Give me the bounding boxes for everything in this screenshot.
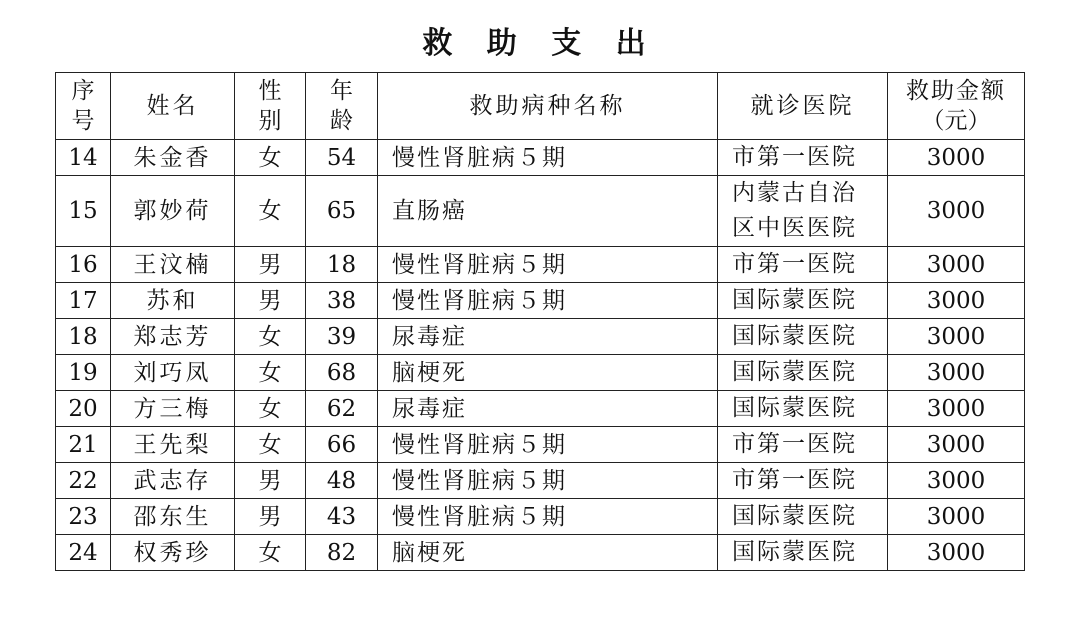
header-gender xyxy=(235,73,306,140)
cell-disease: 脑梗死 xyxy=(378,535,718,571)
cell-amount: 3000 xyxy=(888,535,1025,571)
hospital-line: 国际蒙医院 xyxy=(732,539,857,565)
hospital-line: 内蒙古自治 xyxy=(732,180,857,206)
cell-amount: 3000 xyxy=(888,176,1025,247)
cell-name: 武志存 xyxy=(111,463,235,499)
cell-name: 邵东生 xyxy=(111,499,235,535)
cell-amount: 3000 xyxy=(888,427,1025,463)
cell-gender: 女 xyxy=(235,140,306,176)
cell-hospital xyxy=(718,140,888,176)
hospital-line: 国际蒙医院 xyxy=(732,287,857,313)
cell-hospital xyxy=(718,427,888,463)
table-row xyxy=(56,499,1025,535)
cell-disease: 慢性肾脏病５期 xyxy=(378,283,718,319)
header-gender-line-2: 别 xyxy=(258,108,282,134)
cell-disease: 直肠癌 xyxy=(378,176,718,247)
table-row xyxy=(56,391,1025,427)
cell-amount: 3000 xyxy=(888,391,1025,427)
cell-disease: 慢性肾脏病５期 xyxy=(378,463,718,499)
header-disease: 救助病种名称 xyxy=(378,73,718,140)
cell-gender: 女 xyxy=(235,319,306,355)
cell-name: 郑志芳 xyxy=(111,319,235,355)
cell-hospital xyxy=(718,247,888,283)
cell-disease: 慢性肾脏病５期 xyxy=(378,499,718,535)
cell-index: 19 xyxy=(56,355,111,391)
cell-index: 21 xyxy=(56,427,111,463)
cell-index: 16 xyxy=(56,247,111,283)
cell-age: 43 xyxy=(306,499,378,535)
cell-gender: 女 xyxy=(235,391,306,427)
cell-disease: 脑梗死 xyxy=(378,355,718,391)
cell-name: 郭妙荷 xyxy=(111,176,235,247)
relief-expenditure-table xyxy=(55,72,1025,571)
cell-gender: 男 xyxy=(235,499,306,535)
cell-age: 48 xyxy=(306,463,378,499)
cell-name: 方三梅 xyxy=(111,391,235,427)
cell-index: 24 xyxy=(56,535,111,571)
cell-index: 23 xyxy=(56,499,111,535)
hospital-line: 国际蒙医院 xyxy=(732,359,857,385)
page-title: 救 助 支 出 xyxy=(422,26,658,61)
cell-gender: 女 xyxy=(235,355,306,391)
cell-hospital xyxy=(718,355,888,391)
cell-gender: 女 xyxy=(235,535,306,571)
cell-gender: 女 xyxy=(235,176,306,247)
cell-hospital xyxy=(718,283,888,319)
hospital-line: 市第一医院 xyxy=(732,431,857,457)
header-age-line-1: 年 xyxy=(330,78,353,104)
cell-hospital xyxy=(718,499,888,535)
table-header-row xyxy=(56,73,1025,140)
cell-amount: 3000 xyxy=(888,140,1025,176)
cell-index: 14 xyxy=(56,140,111,176)
cell-name: 刘巧凤 xyxy=(111,355,235,391)
hospital-line: 国际蒙医院 xyxy=(732,395,857,421)
cell-hospital xyxy=(718,463,888,499)
table-row xyxy=(56,176,1025,247)
hospital-line: 市第一医院 xyxy=(732,251,857,277)
cell-gender: 男 xyxy=(235,247,306,283)
cell-index: 18 xyxy=(56,319,111,355)
cell-gender: 女 xyxy=(235,427,306,463)
cell-hospital xyxy=(718,535,888,571)
cell-amount: 3000 xyxy=(888,355,1025,391)
cell-age: 54 xyxy=(306,140,378,176)
table-row xyxy=(56,463,1025,499)
header-amount-line-2: （元） xyxy=(921,108,991,134)
table-row xyxy=(56,427,1025,463)
cell-index: 15 xyxy=(56,176,111,247)
cell-age: 66 xyxy=(306,427,378,463)
header-index-line-2: 号 xyxy=(71,108,95,134)
cell-age: 65 xyxy=(306,176,378,247)
header-age xyxy=(306,73,378,140)
cell-hospital xyxy=(718,176,888,247)
cell-name: 王先梨 xyxy=(111,427,235,463)
cell-index: 20 xyxy=(56,391,111,427)
cell-age: 62 xyxy=(306,391,378,427)
cell-disease: 尿毒症 xyxy=(378,319,718,355)
cell-gender: 男 xyxy=(235,283,306,319)
cell-disease: 尿毒症 xyxy=(378,391,718,427)
cell-gender: 男 xyxy=(235,463,306,499)
cell-disease: 慢性肾脏病５期 xyxy=(378,427,718,463)
table-row xyxy=(56,283,1025,319)
table-row xyxy=(56,140,1025,176)
header-hospital: 就诊医院 xyxy=(718,73,888,140)
cell-name: 王汶楠 xyxy=(111,247,235,283)
hospital-line: 市第一医院 xyxy=(732,144,857,170)
header-amount xyxy=(888,73,1025,140)
header-name: 姓名 xyxy=(111,73,235,140)
table-row xyxy=(56,319,1025,355)
cell-amount: 3000 xyxy=(888,463,1025,499)
cell-amount: 3000 xyxy=(888,499,1025,535)
cell-name: 权秀珍 xyxy=(111,535,235,571)
hospital-line: 国际蒙医院 xyxy=(732,323,857,349)
cell-amount: 3000 xyxy=(888,319,1025,355)
hospital-line: 国际蒙医院 xyxy=(732,503,857,529)
hospital-line: 市第一医院 xyxy=(732,467,857,493)
cell-age: 82 xyxy=(306,535,378,571)
cell-disease: 慢性肾脏病５期 xyxy=(378,140,718,176)
cell-age: 39 xyxy=(306,319,378,355)
cell-hospital xyxy=(718,319,888,355)
cell-index: 22 xyxy=(56,463,111,499)
cell-age: 68 xyxy=(306,355,378,391)
cell-age: 18 xyxy=(306,247,378,283)
header-amount-line-1: 救助金额 xyxy=(906,78,1006,104)
cell-amount: 3000 xyxy=(888,283,1025,319)
cell-disease: 慢性肾脏病５期 xyxy=(378,247,718,283)
cell-age: 38 xyxy=(306,283,378,319)
cell-name: 苏和 xyxy=(111,283,235,319)
table-row xyxy=(56,535,1025,571)
cell-amount: 3000 xyxy=(888,247,1025,283)
cell-hospital xyxy=(718,391,888,427)
cell-index: 17 xyxy=(56,283,111,319)
header-index xyxy=(56,73,111,140)
header-gender-line-1: 性 xyxy=(258,78,282,104)
table-row xyxy=(56,355,1025,391)
header-age-line-2: 龄 xyxy=(330,108,353,134)
cell-name: 朱金香 xyxy=(111,140,235,176)
header-index-line-1: 序 xyxy=(71,78,95,104)
hospital-line: 区中医医院 xyxy=(732,215,857,241)
table-row xyxy=(56,247,1025,283)
